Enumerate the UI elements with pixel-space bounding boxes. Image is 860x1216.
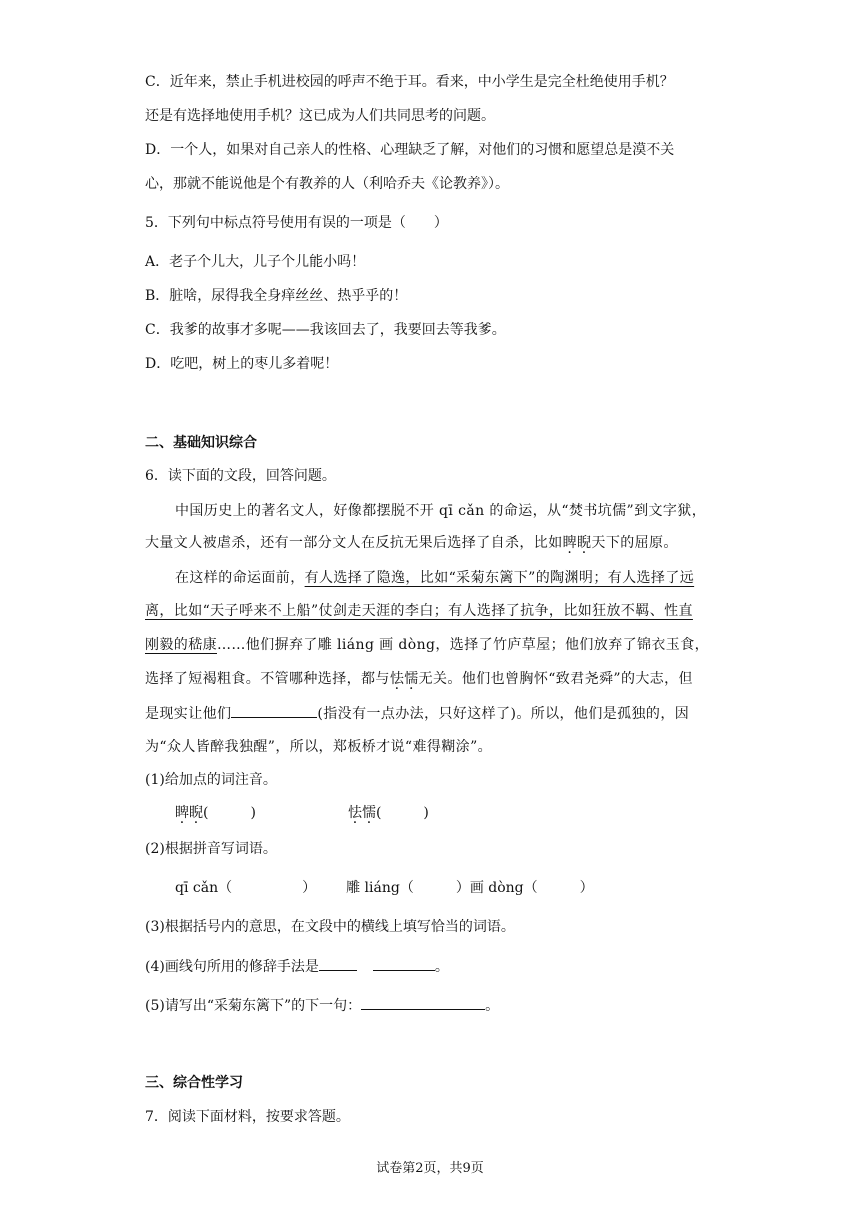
fill-blank[interactable] xyxy=(319,956,357,971)
dotted-char: 懦 xyxy=(404,671,419,687)
q5-option-b: B．脏啥，尿得我全身痒丝丝、热乎乎的！ xyxy=(145,288,408,304)
passage-text: ……他们摒弃了雕 liáng 画 dòng，选择了竹庐草屋；他们放弃了锦衣玉食， xyxy=(217,637,709,653)
q5-option-c: C．我爹的故事才多呢——我该回去了，我要回去等我爹。 xyxy=(145,322,506,338)
passage-text: 天下的屈原。 xyxy=(591,535,678,551)
underlined-sentence: 有人选择了隐逸，比如“采菊东篱下”的陶渊明；有人选择了远 xyxy=(304,570,695,586)
dotted-char: 怯 xyxy=(347,805,362,821)
q5-option-d: D．吃吧，树上的枣儿多着呢！ xyxy=(145,356,339,372)
pinyin-item[interactable]: 雕 liáng（ ）画 dòng（ ） xyxy=(346,880,594,896)
q6-passage-p2-line4 xyxy=(145,669,693,689)
passage-text: 大量文人被虐杀，还有一部分文人在反抗无果后选择了自杀，比如 xyxy=(145,535,563,551)
q6-passage-p2-line6: 为“众人皆醉我独醒”，所以，郑板桥才说“难得糊涂”。 xyxy=(145,739,493,755)
answer-paren[interactable]: ( ) xyxy=(203,805,256,821)
q6-sub4 xyxy=(145,956,449,977)
question-text: (5)请写出“采菊东篱下”的下一句： xyxy=(145,998,362,1014)
passage-text: 选择了短褐粗食。不管哪种选择，都与 xyxy=(145,671,390,687)
fill-blank[interactable] xyxy=(231,703,317,718)
underlined-sentence: 刚毅的嵇康 xyxy=(145,637,217,653)
dotted-char: 睨 xyxy=(189,805,203,821)
passage-text: 无关。他们也曾胸怀“致君尧舜”的大志，但 xyxy=(418,671,693,687)
question-text: 。 xyxy=(434,959,449,975)
q6-passage-p2-line5 xyxy=(145,703,689,724)
q6-passage-p1-line2 xyxy=(145,533,678,553)
page-footer: 试卷第2页，共9页 xyxy=(376,1161,484,1176)
q5-option-a: A．老子个儿大，儿子个儿能小吗！ xyxy=(145,254,366,270)
q6-sub5 xyxy=(145,995,499,1016)
dotted-char: 懦 xyxy=(361,805,376,821)
section-3-title: 三、综合性学习 xyxy=(145,1075,243,1091)
q6-sub1-items xyxy=(175,803,429,823)
q7-stem: 7．阅读下面材料，按要求答题。 xyxy=(145,1109,350,1125)
q6-passage-p2-line1 xyxy=(175,568,694,588)
q6-sub1: (1)给加点的词注音。 xyxy=(145,772,277,788)
dotted-char: 睥 xyxy=(562,535,578,551)
q5-stem: 5．下列句中标点符号使用有误的一项是（ ） xyxy=(145,215,448,231)
q4-option-c-line2: 还是有选择地使用手机？这已成为人们共同思考的问题。 xyxy=(145,108,495,124)
q6-sub2: (2)根据拼音写词语。 xyxy=(145,841,277,857)
fill-blank[interactable] xyxy=(361,995,485,1010)
q6-passage-p2-line2: 离，比如“天子呼来不上船”仗剑走天涯的李白；有人选择了抗争，比如狂放不羁、性直 xyxy=(145,603,693,619)
question-text: (4)画线句所用的修辞手法是 xyxy=(145,959,319,975)
pinyin-item[interactable]: qī cǎn（ ） xyxy=(175,880,317,896)
dotted-char: 睥 xyxy=(175,805,189,821)
q4-option-d-line1: D．一个人，如果对自己亲人的性格、心理缺乏了解，对他们的习惯和愿望总是漠不关 xyxy=(145,142,675,158)
passage-text: (指没有一点办法，只好这样了)。所以，他们是孤独的，因 xyxy=(317,706,690,722)
q6-passage-p1-line1: 中国历史上的著名文人，好像都摆脱不开 qī cǎn 的命运，从“焚书坑儒”到文字狱， xyxy=(175,503,707,519)
q6-passage-p2-line3 xyxy=(145,635,709,655)
q4-option-c-line1: C．近年来，禁止手机进校园的呼声不绝于耳。看来，中小学生是完全杜绝使用手机？ xyxy=(145,74,674,90)
section-2-title: 二、基础知识综合 xyxy=(145,435,257,451)
q4-option-d-line2: 心，那就不能说他是个有教养的人（利哈乔夫《论教养》）。 xyxy=(145,176,509,192)
fill-blank[interactable] xyxy=(373,956,435,971)
question-text: 。 xyxy=(485,998,500,1014)
dotted-char: 怯 xyxy=(389,671,405,687)
q6-sub3: (3)根据括号内的意思，在文段中的横线上填写恰当的词语。 xyxy=(145,919,515,935)
passage-text: 在这样的命运面前， xyxy=(175,570,305,586)
answer-paren[interactable]: ( ) xyxy=(375,805,429,821)
q6-stem: 6．读下面的文段，回答问题。 xyxy=(145,468,336,484)
dotted-char: 睨 xyxy=(577,535,592,551)
q6-sub2-items xyxy=(175,878,594,898)
passage-text: 是现实让他们 xyxy=(145,706,232,722)
